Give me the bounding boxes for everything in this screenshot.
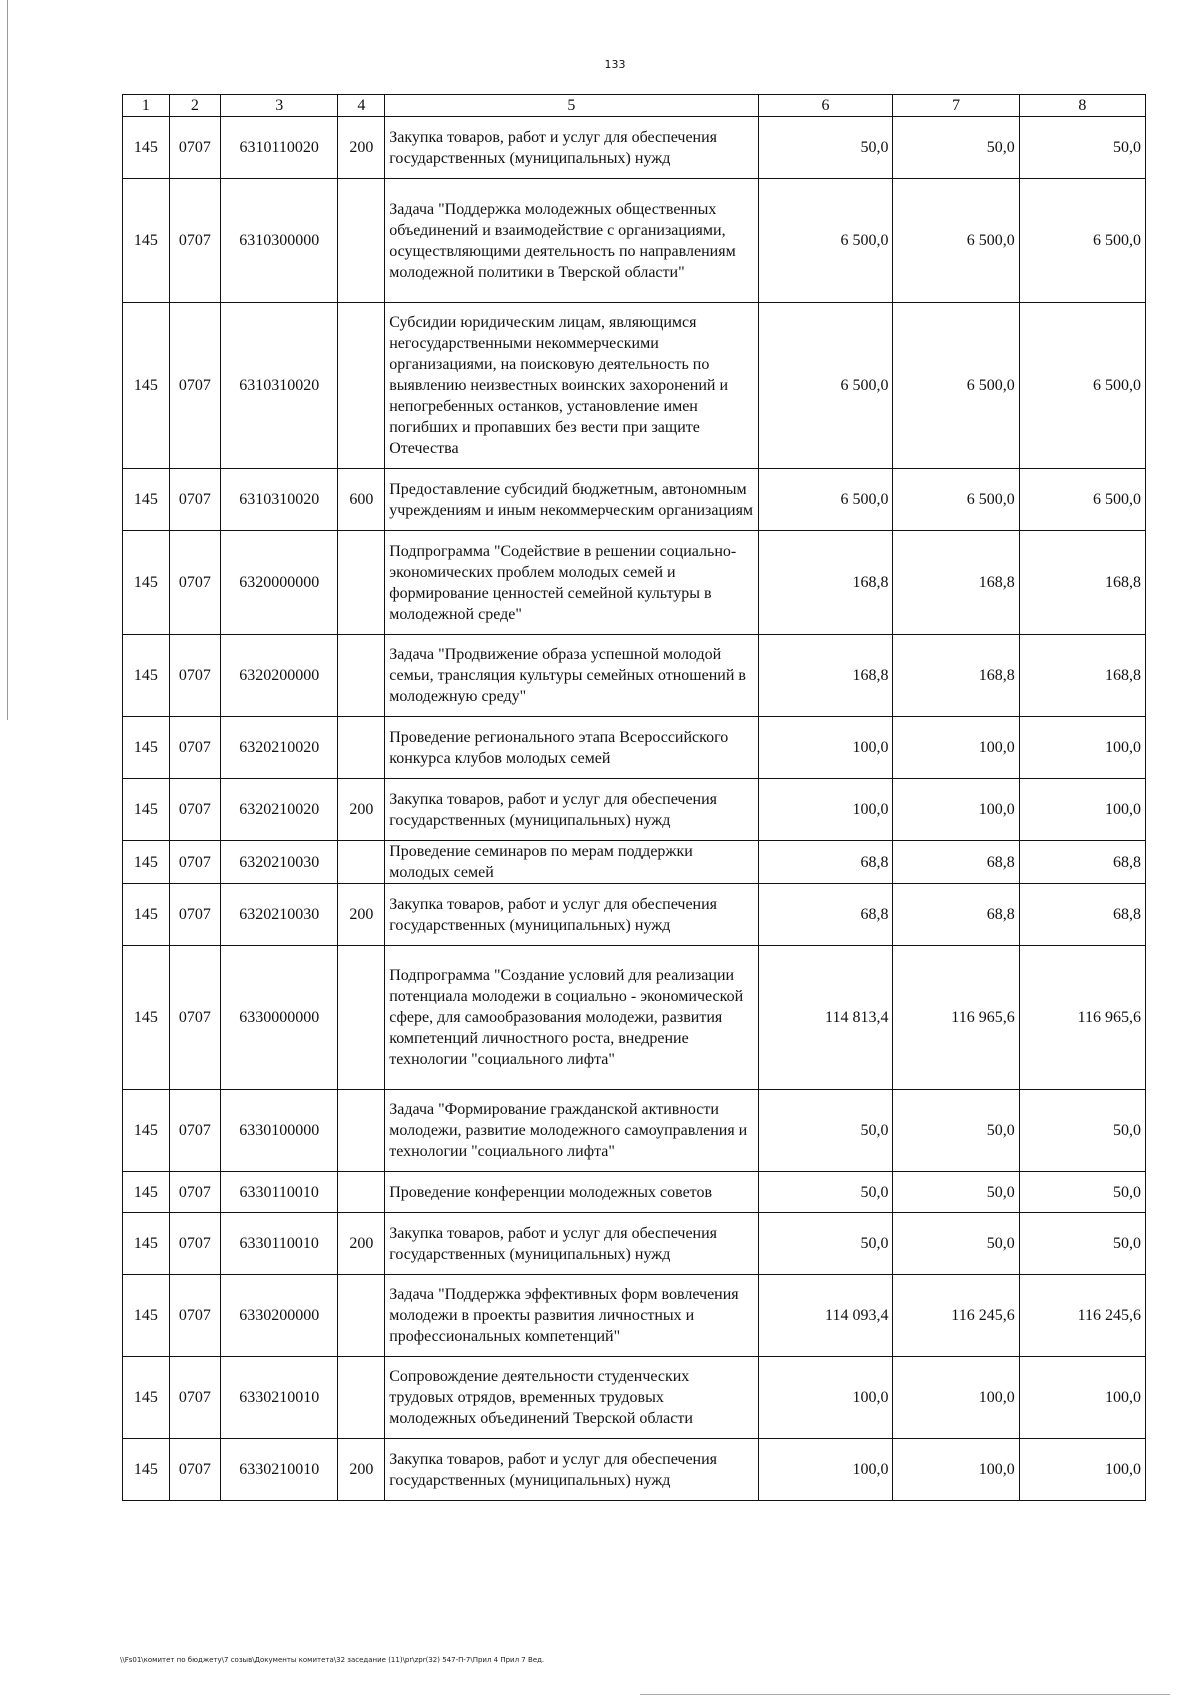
cell-col-3: 6310310020 [220,303,338,469]
cell-col-2: 0707 [169,1172,220,1213]
cell-col-8: 6 500,0 [1019,179,1145,303]
cell-col-6: 100,0 [758,779,893,841]
cell-col-2: 0707 [169,779,220,841]
table-row [123,779,1146,841]
cell-col-5: Закупка товаров, работ и услуг для обеспечения государственных (муниципальных) нужд [385,1439,758,1501]
cell-col-8: 50,0 [1019,1172,1145,1213]
col-header-6: 6 [758,95,893,117]
cell-col-1: 145 [123,1275,170,1357]
cell-col-4 [338,303,385,469]
budget-table [122,94,1146,1501]
cell-col-2: 0707 [169,1439,220,1501]
cell-col-7: 116 965,6 [893,946,1019,1090]
cell-col-3: 6320200000 [220,635,338,717]
cell-col-6: 6 500,0 [758,303,893,469]
cell-col-7: 100,0 [893,1357,1019,1439]
cell-col-4 [338,1275,385,1357]
header-row [123,95,1146,117]
cell-col-1: 145 [123,635,170,717]
cell-col-7: 50,0 [893,1172,1019,1213]
cell-col-7: 50,0 [893,1090,1019,1172]
cell-col-1: 145 [123,946,170,1090]
cell-col-5: Задача "Поддержка эффективных форм вовлечения молодежи в проекты развития личностных и профессиональных компетенций" [385,1275,758,1357]
table-row [123,1172,1146,1213]
cell-col-1: 145 [123,1439,170,1501]
footer-rule [640,1694,1170,1695]
cell-col-4: 200 [338,1213,385,1275]
cell-col-8: 6 500,0 [1019,469,1145,531]
cell-col-8: 100,0 [1019,779,1145,841]
cell-col-2: 0707 [169,531,220,635]
cell-col-3: 6330000000 [220,946,338,1090]
cell-col-8: 116 965,6 [1019,946,1145,1090]
table-row [123,179,1146,303]
col-header-3: 3 [220,95,338,117]
cell-col-3: 6320210020 [220,779,338,841]
cell-col-4: 600 [338,469,385,531]
cell-col-1: 145 [123,1357,170,1439]
cell-col-5: Проведение семинаров по мерам поддержки молодых семей [385,841,758,884]
cell-col-6: 68,8 [758,884,893,946]
cell-col-2: 0707 [169,635,220,717]
cell-col-6: 100,0 [758,717,893,779]
cell-col-3: 6330200000 [220,1275,338,1357]
cell-col-3: 6320210030 [220,884,338,946]
cell-col-3: 6330210010 [220,1357,338,1439]
table-row [123,841,1146,884]
cell-col-7: 168,8 [893,635,1019,717]
cell-col-3: 6330110010 [220,1213,338,1275]
cell-col-6: 50,0 [758,1172,893,1213]
cell-col-4 [338,1090,385,1172]
cell-col-7: 168,8 [893,531,1019,635]
cell-col-6: 50,0 [758,1090,893,1172]
cell-col-4: 200 [338,779,385,841]
cell-col-2: 0707 [169,117,220,179]
cell-col-2: 0707 [169,717,220,779]
cell-col-6: 114 813,4 [758,946,893,1090]
table-row [123,469,1146,531]
cell-col-2: 0707 [169,946,220,1090]
cell-col-4 [338,531,385,635]
cell-col-6: 50,0 [758,117,893,179]
cell-col-2: 0707 [169,1213,220,1275]
col-header-5: 5 [385,95,758,117]
cell-col-5: Проведение регионального этапа Всероссийского конкурса клубов молодых семей [385,717,758,779]
cell-col-1: 145 [123,303,170,469]
cell-col-4 [338,1357,385,1439]
cell-col-2: 0707 [169,469,220,531]
cell-col-1: 145 [123,469,170,531]
cell-col-5: Субсидии юридическим лицам, являющимся негосударственными некоммерческими организациями, на поисковую деятельность по выявлению неизвестных воинских захоронений и непогребенных останков, установление имен погибших и пропавших без вести при защите Отечества [385,303,758,469]
cell-col-7: 68,8 [893,841,1019,884]
page-number: 133 [604,58,626,71]
cell-col-4: 200 [338,884,385,946]
cell-col-5: Задача "Продвижение образа успешной молодой семьи, трансляция культуры семейных отношений в молодежную среду" [385,635,758,717]
cell-col-4 [338,841,385,884]
cell-col-3: 6310300000 [220,179,338,303]
cell-col-7: 100,0 [893,717,1019,779]
col-header-8: 8 [1019,95,1145,117]
col-header-7: 7 [893,95,1019,117]
cell-col-5: Проведение конференции молодежных советов [385,1172,758,1213]
cell-col-7: 6 500,0 [893,469,1019,531]
cell-col-4: 200 [338,117,385,179]
cell-col-7: 116 245,6 [893,1275,1019,1357]
cell-col-1: 145 [123,884,170,946]
cell-col-7: 68,8 [893,884,1019,946]
cell-col-1: 145 [123,1213,170,1275]
cell-col-1: 145 [123,531,170,635]
table-row [123,1275,1146,1357]
cell-col-5: Закупка товаров, работ и услуг для обеспечения государственных (муниципальных) нужд [385,884,758,946]
cell-col-4 [338,946,385,1090]
table-row [123,635,1146,717]
cell-col-6: 100,0 [758,1357,893,1439]
cell-col-4 [338,179,385,303]
cell-col-2: 0707 [169,1275,220,1357]
table-row [123,117,1146,179]
cell-col-5: Предоставление субсидий бюджетным, автономным учреждениям и иным некоммерческим организациям [385,469,758,531]
cell-col-3: 6330100000 [220,1090,338,1172]
cell-col-7: 100,0 [893,1439,1019,1501]
cell-col-5: Закупка товаров, работ и услуг для обеспечения государственных (муниципальных) нужд [385,117,758,179]
cell-col-1: 145 [123,841,170,884]
cell-col-7: 6 500,0 [893,179,1019,303]
cell-col-7: 100,0 [893,779,1019,841]
table-row [123,531,1146,635]
cell-col-7: 50,0 [893,1213,1019,1275]
cell-col-4 [338,1172,385,1213]
cell-col-7: 50,0 [893,117,1019,179]
cell-col-5: Задача "Формирование гражданской активности молодежи, развитие молодежного самоуправления и технологии "социального лифта" [385,1090,758,1172]
cell-col-6: 50,0 [758,1213,893,1275]
cell-col-8: 100,0 [1019,1439,1145,1501]
table-row [123,1213,1146,1275]
cell-col-1: 145 [123,1090,170,1172]
cell-col-8: 68,8 [1019,841,1145,884]
table-row [123,946,1146,1090]
cell-col-3: 6320000000 [220,531,338,635]
cell-col-4 [338,717,385,779]
col-header-4: 4 [338,95,385,117]
cell-col-8: 50,0 [1019,1213,1145,1275]
cell-col-2: 0707 [169,841,220,884]
cell-col-5: Сопровождение деятельности студенческих трудовых отрядов, временных трудовых молодежных объединений Тверской области [385,1357,758,1439]
cell-col-1: 145 [123,179,170,303]
cell-col-5: Подпрограмма "Содействие в решении социально-экономических проблем молодых семей и формирование ценностей семейной культуры в молодежной среде" [385,531,758,635]
cell-col-2: 0707 [169,179,220,303]
cell-col-3: 6330110010 [220,1172,338,1213]
cell-col-8: 116 245,6 [1019,1275,1145,1357]
cell-col-3: 6320210020 [220,717,338,779]
table-row [123,1439,1146,1501]
cell-col-8: 100,0 [1019,717,1145,779]
table-body [123,117,1146,1501]
cell-col-1: 145 [123,717,170,779]
cell-col-8: 6 500,0 [1019,303,1145,469]
col-header-1: 1 [123,95,170,117]
cell-col-1: 145 [123,1172,170,1213]
cell-col-5: Задача "Поддержка молодежных общественных объединений и взаимодействие с организациями, осуществляющими деятельность по направлениям молодежной политики в Тверской области" [385,179,758,303]
cell-col-2: 0707 [169,303,220,469]
cell-col-1: 145 [123,117,170,179]
cell-col-8: 50,0 [1019,117,1145,179]
cell-col-4 [338,635,385,717]
cell-col-8: 100,0 [1019,1357,1145,1439]
cell-col-4: 200 [338,1439,385,1501]
table-row [123,1357,1146,1439]
footer-file-path: \\Fs01\комитет по бюджету\7 созыв\Документы комитета\32 заседание (11)\pr\zpr(32) 547-П-7\Прил 4 Прил 7 Вед. [120,1656,545,1664]
cell-col-6: 6 500,0 [758,179,893,303]
cell-col-6: 168,8 [758,531,893,635]
cell-col-8: 68,8 [1019,884,1145,946]
table-row [123,303,1146,469]
cell-col-5: Закупка товаров, работ и услуг для обеспечения государственных (муниципальных) нужд [385,1213,758,1275]
cell-col-2: 0707 [169,884,220,946]
cell-col-6: 100,0 [758,1439,893,1501]
cell-col-6: 114 093,4 [758,1275,893,1357]
cell-col-3: 6310310020 [220,469,338,531]
scan-margin-line [7,0,8,720]
cell-col-3: 6330210010 [220,1439,338,1501]
col-header-2: 2 [169,95,220,117]
cell-col-2: 0707 [169,1357,220,1439]
cell-col-3: 6320210030 [220,841,338,884]
cell-col-8: 168,8 [1019,635,1145,717]
cell-col-6: 68,8 [758,841,893,884]
table-row [123,1090,1146,1172]
cell-col-2: 0707 [169,1090,220,1172]
cell-col-8: 50,0 [1019,1090,1145,1172]
table-row [123,717,1146,779]
cell-col-1: 145 [123,779,170,841]
cell-col-8: 168,8 [1019,531,1145,635]
cell-col-6: 6 500,0 [758,469,893,531]
cell-col-5: Подпрограмма "Создание условий для реализации потенциала молодежи в социально - экономической сфере, для самообразования молодежи, развития компетенций личностного роста, внедрение технологии "социального лифта" [385,946,758,1090]
cell-col-7: 6 500,0 [893,303,1019,469]
cell-col-5: Закупка товаров, работ и услуг для обеспечения государственных (муниципальных) нужд [385,779,758,841]
cell-col-6: 168,8 [758,635,893,717]
table-row [123,884,1146,946]
cell-col-3: 6310110020 [220,117,338,179]
